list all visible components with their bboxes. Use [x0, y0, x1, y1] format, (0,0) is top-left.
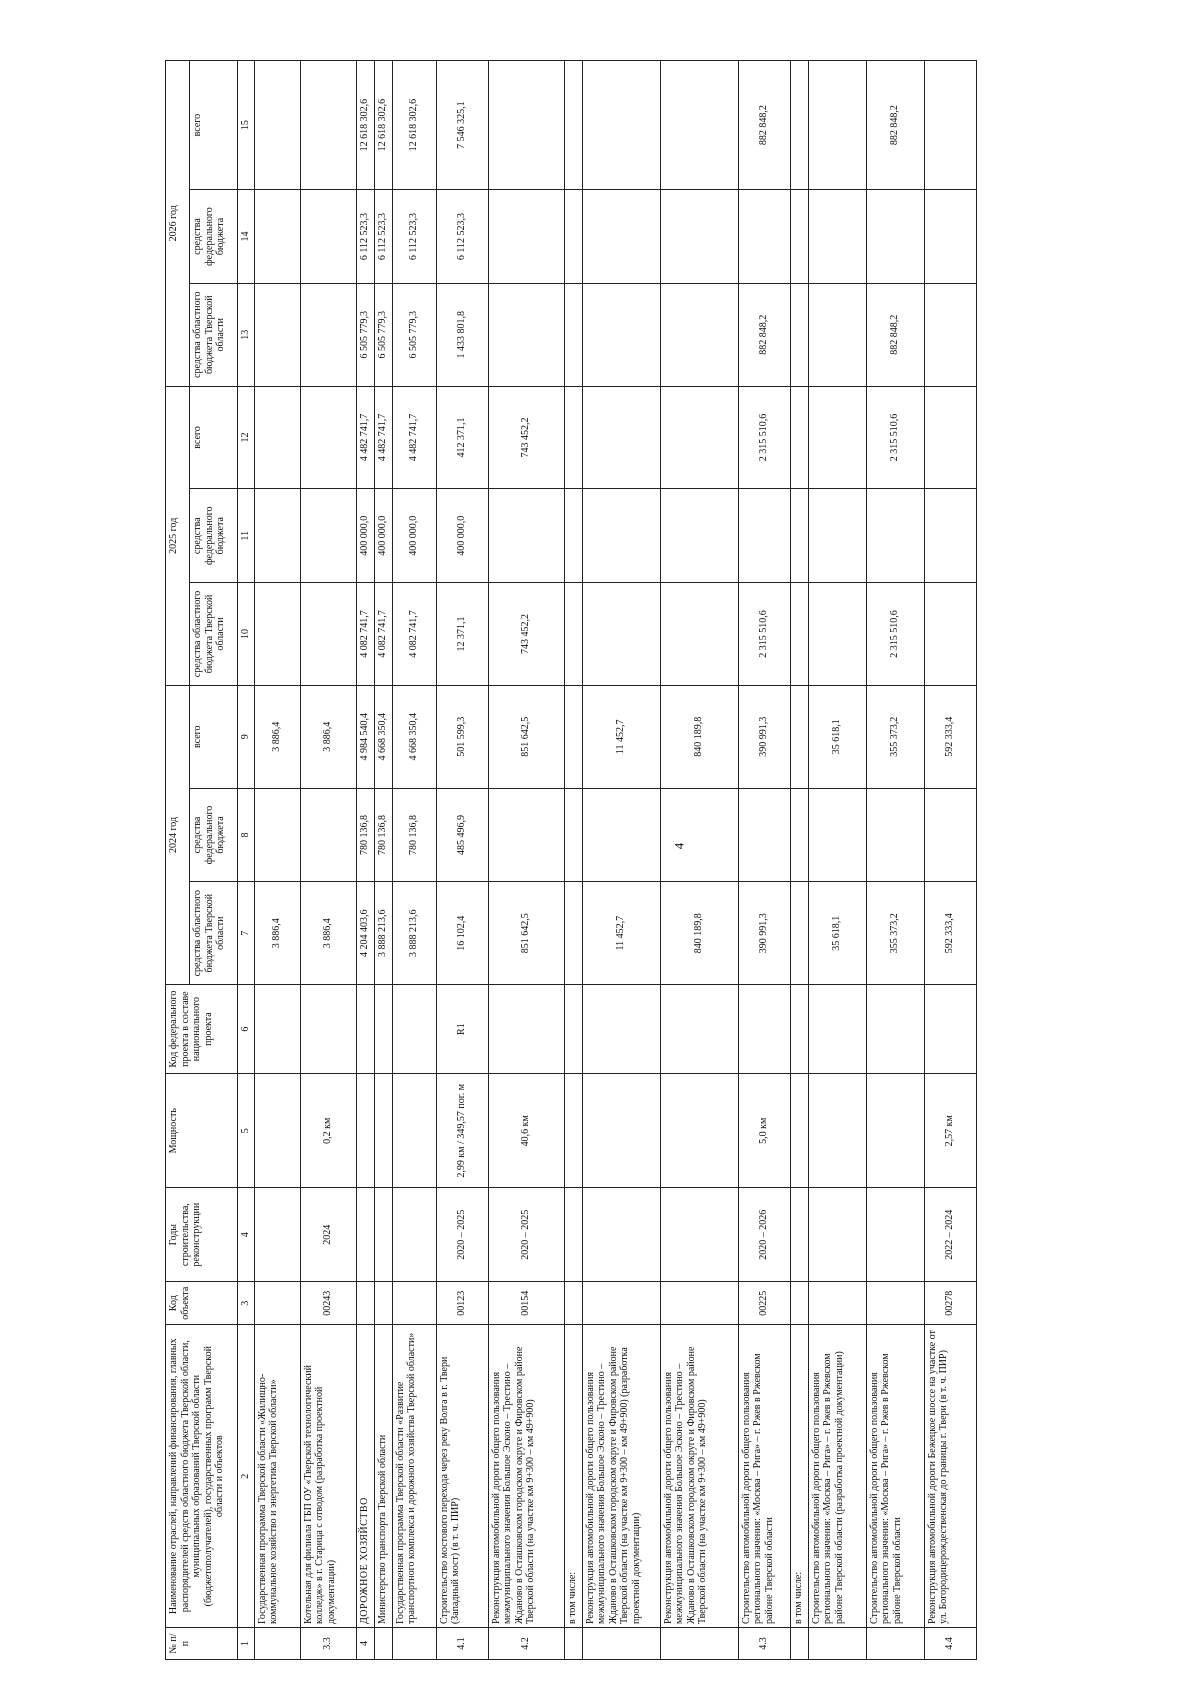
regional-2024: 851 642,5	[488, 882, 564, 985]
federal-project-code	[300, 985, 356, 1074]
federal-2025: 400 000,0	[356, 489, 374, 583]
capacity	[790, 1074, 808, 1188]
federal-2025	[564, 489, 582, 583]
row-number	[660, 1628, 738, 1660]
regional-2025	[564, 583, 582, 686]
header-total-2026: всего	[190, 61, 238, 190]
total-2025: 2 315 510,6	[866, 386, 924, 489]
construction-years: 2020 – 2025	[488, 1188, 564, 1282]
federal-2024	[488, 788, 564, 882]
regional-2024	[790, 882, 808, 985]
row-name: Государственная программа Тверской области «Жилищно-коммунальное хозяйство и энергетика Тверской области»	[254, 1325, 300, 1628]
federal-project-code	[254, 985, 300, 1074]
total-2025: 4 482 741,7	[392, 386, 436, 489]
total-2024: 4 668 350,4	[374, 685, 392, 788]
colnum: 2	[238, 1325, 255, 1628]
colnum: 6	[238, 985, 255, 1074]
row-name: ДОРОЖНОЕ ХОЗЯЙСТВО	[356, 1325, 374, 1628]
regional-2026	[924, 283, 976, 386]
colnum: 5	[238, 1074, 255, 1188]
table-row	[808, 61, 866, 1660]
row-number: 4.1	[436, 1628, 488, 1660]
federal-2025	[582, 489, 660, 583]
federal-2024	[866, 788, 924, 882]
construction-years	[660, 1188, 738, 1282]
total-2025	[790, 386, 808, 489]
header-federal-2024: средства федерального бюджета	[190, 788, 238, 882]
row-name: Реконструкция автомобильной дороги общего пользования межмуниципального значения Большое Эсконо – Трестино – Жданово в Осташковском городском округе и Фировском районе Тверской области (на участке км 9+300 – км 49+900) (разработка проектной документации)	[582, 1325, 660, 1628]
object-code	[564, 1282, 582, 1325]
total-2024: 840 189,8	[660, 685, 738, 788]
total-2026	[808, 61, 866, 190]
regional-2026	[564, 283, 582, 386]
header-no: № п/п	[166, 1628, 238, 1660]
federal-2024	[790, 788, 808, 882]
federal-2024	[254, 788, 300, 882]
regional-2025: 2 315 510,6	[866, 583, 924, 686]
federal-2026: 6 112 523,3	[392, 190, 436, 284]
federal-2026	[582, 190, 660, 284]
table-row	[356, 61, 374, 1660]
regional-2026	[488, 283, 564, 386]
colnum: 12	[238, 386, 255, 489]
total-2026	[300, 61, 356, 190]
regional-2026	[790, 283, 808, 386]
row-number: 4.3	[738, 1628, 790, 1660]
rotated-page	[165, 60, 1200, 1660]
header-regional-2024: средства областного бюджета Тверской области	[190, 882, 238, 985]
capacity	[254, 1074, 300, 1188]
capacity: 0,2 км	[300, 1074, 356, 1188]
federal-2026	[866, 190, 924, 284]
federal-2025	[488, 489, 564, 583]
total-2025	[300, 386, 356, 489]
total-2026	[488, 61, 564, 190]
header-federal-2025: средства федерального бюджета	[190, 489, 238, 583]
row-number	[564, 1628, 582, 1660]
capacity: 40,6 км	[488, 1074, 564, 1188]
regional-2025	[924, 583, 976, 686]
regional-2024: 35 618,1	[808, 882, 866, 985]
total-2026	[582, 61, 660, 190]
federal-project-code	[582, 985, 660, 1074]
federal-2026: 6 112 523,3	[356, 190, 374, 284]
total-2026: 12 618 302,6	[374, 61, 392, 190]
construction-years	[866, 1188, 924, 1282]
capacity	[392, 1074, 436, 1188]
regional-2026	[660, 283, 738, 386]
colnum: 10	[238, 583, 255, 686]
construction-years	[392, 1188, 436, 1282]
federal-2026	[564, 190, 582, 284]
object-code	[582, 1282, 660, 1325]
total-2025: 743 452,2	[488, 386, 564, 489]
object-code: 00243	[300, 1282, 356, 1325]
regional-2024: 592 333,4	[924, 882, 976, 985]
federal-2024	[300, 788, 356, 882]
object-code	[660, 1282, 738, 1325]
construction-years: 2020 – 2026	[738, 1188, 790, 1282]
table-row	[374, 61, 392, 1660]
federal-2025: 400 000,0	[374, 489, 392, 583]
federal-2025	[808, 489, 866, 583]
total-2026: 7 546 325,1	[436, 61, 488, 190]
capacity: 5,0 км	[738, 1074, 790, 1188]
capacity	[660, 1074, 738, 1188]
construction-years	[254, 1188, 300, 1282]
federal-2026	[660, 190, 738, 284]
total-2026: 882 848,2	[738, 61, 790, 190]
regional-2025: 4 082 741,7	[392, 583, 436, 686]
capacity	[808, 1074, 866, 1188]
regional-2026: 6 505 779,3	[356, 283, 374, 386]
construction-years	[808, 1188, 866, 1282]
regional-2024: 16 102,4	[436, 882, 488, 985]
regional-2026: 882 848,2	[866, 283, 924, 386]
row-name: Котельная для филиала ГБП ОУ «Тверской технологический колледж» в г. Старица с отводом (разработка проектной документации)	[300, 1325, 356, 1628]
regional-2026: 6 505 779,3	[392, 283, 436, 386]
federal-2025	[254, 489, 300, 583]
total-2026	[564, 61, 582, 190]
total-2025	[924, 386, 976, 489]
object-code: 00225	[738, 1282, 790, 1325]
total-2026: 12 618 302,6	[356, 61, 374, 190]
total-2026	[660, 61, 738, 190]
table-row	[300, 61, 356, 1660]
federal-2025: 400 000,0	[392, 489, 436, 583]
row-name: Строительство автомобильной дороги общего пользования регионального значения: «Москва – Рига» – г. Ржев в Ржевском районе Тверской области	[738, 1325, 790, 1628]
row-name: Строительство мостового перехода через реку Волга в г. Твери (Западный мост) (в т. ч. ПИР)	[436, 1325, 488, 1628]
construction-years	[790, 1188, 808, 1282]
capacity: 2,57 км	[924, 1074, 976, 1188]
colnum: 9	[238, 685, 255, 788]
federal-2024: 485 496,9	[436, 788, 488, 882]
header-year-2025: 2025 год	[166, 386, 190, 685]
construction-years	[356, 1188, 374, 1282]
regional-2026	[808, 283, 866, 386]
federal-project-code: R1	[436, 985, 488, 1074]
regional-2025: 743 452,2	[488, 583, 564, 686]
row-name: Министерство транспорта Тверской области	[374, 1325, 392, 1628]
federal-2026	[300, 190, 356, 284]
federal-project-code	[488, 985, 564, 1074]
regional-2026: 1 433 801,8	[436, 283, 488, 386]
total-2026	[790, 61, 808, 190]
federal-project-code	[738, 985, 790, 1074]
row-name: Реконструкция автомобильной дороги общего пользования межмуниципального значения Большое Эсконо – Трестино – Жданово в Осташковском городском округе и Фировском районе Тверской области (на участке км 9+300 – км 49+900)	[488, 1325, 564, 1628]
table-row	[738, 61, 790, 1660]
total-2025: 412 371,1	[436, 386, 488, 489]
header-total-2024: всего	[190, 685, 238, 788]
table-row	[488, 61, 564, 1660]
federal-project-code	[790, 985, 808, 1074]
table-row	[924, 61, 976, 1660]
regional-2026	[254, 283, 300, 386]
total-2024: 4 984 540,4	[356, 685, 374, 788]
construction-years	[374, 1188, 392, 1282]
total-2024: 11 452,7	[582, 685, 660, 788]
row-number: 4	[356, 1628, 374, 1660]
regional-2026	[582, 283, 660, 386]
total-2026	[924, 61, 976, 190]
regional-2025	[808, 583, 866, 686]
federal-2025	[738, 489, 790, 583]
federal-2024	[660, 788, 738, 882]
table-row	[582, 61, 660, 1660]
table-row	[564, 61, 582, 1660]
row-number	[392, 1628, 436, 1660]
federal-2026	[488, 190, 564, 284]
federal-project-code	[374, 985, 392, 1074]
row-name: Реконструкция автомобильной дороги общего пользования межмуниципального значения Большое Эсконо – Трестино – Жданово в Осташковском городском округе и Фировском районе Тверской области (на участке км 9+300 – км 49+900)	[660, 1325, 738, 1628]
header-regional-2025: средства областного бюджета Тверской области	[190, 583, 238, 686]
regional-2025: 2 315 510,6	[738, 583, 790, 686]
total-2025	[660, 386, 738, 489]
total-2024: 4 668 350,4	[392, 685, 436, 788]
header-regional-2026: средства областного бюджета Тверской области	[190, 283, 238, 386]
total-2024: 3 886,4	[300, 685, 356, 788]
row-name: Строительство автомобильной дороги общего пользования регионального значения: «Москва – Рига» – г. Ржев в Ржевском районе Тверской области (разработка проектной документации)	[808, 1325, 866, 1628]
colnum: 8	[238, 788, 255, 882]
federal-2024: 780 136,8	[356, 788, 374, 882]
regional-2024: 3 886,4	[300, 882, 356, 985]
row-name: в том числе:	[790, 1325, 808, 1628]
total-2024: 851 642,5	[488, 685, 564, 788]
federal-2026	[808, 190, 866, 284]
total-2024: 501 599,3	[436, 685, 488, 788]
row-name: Строительство автомобильной дороги общего пользования регионального значения: «Москва – Рига» – г. Ржев в Ржевском районе Тверской области	[866, 1325, 924, 1628]
federal-2026: 6 112 523,3	[374, 190, 392, 284]
total-2025	[564, 386, 582, 489]
colnum: 3	[238, 1282, 255, 1325]
federal-2026	[790, 190, 808, 284]
row-name: Реконструкция автомобильной дороги Бежецкое шоссе на участке от ул. Богородицерождественская до границы г. Твери (в т. ч. ПИР)	[924, 1325, 976, 1628]
total-2025: 2 315 510,6	[738, 386, 790, 489]
federal-2025	[866, 489, 924, 583]
object-code	[808, 1282, 866, 1325]
federal-2025: 400 000,0	[436, 489, 488, 583]
construction-years: 2022 – 2024	[924, 1188, 976, 1282]
colnum: 11	[238, 489, 255, 583]
regional-2025	[254, 583, 300, 686]
total-2025: 4 482 741,7	[374, 386, 392, 489]
construction-years: 2024	[300, 1188, 356, 1282]
total-2024: 390 991,3	[738, 685, 790, 788]
total-2024: 355 373,2	[866, 685, 924, 788]
row-number	[582, 1628, 660, 1660]
construction-years	[582, 1188, 660, 1282]
colnum: 1	[238, 1628, 255, 1660]
header-years: Годы строительства, реконструкции	[166, 1188, 238, 1282]
construction-years: 2020 – 2025	[436, 1188, 488, 1282]
row-number	[790, 1628, 808, 1660]
colnum: 15	[238, 61, 255, 190]
regional-2025	[790, 583, 808, 686]
colnum: 14	[238, 190, 255, 284]
regional-2026: 882 848,2	[738, 283, 790, 386]
table-row	[436, 61, 488, 1660]
federal-project-code	[924, 985, 976, 1074]
object-code: 00278	[924, 1282, 976, 1325]
header-code: Код объекта	[166, 1282, 238, 1325]
regional-2025: 4 082 741,7	[356, 583, 374, 686]
regional-2024: 3 888 213,6	[392, 882, 436, 985]
regional-2025: 4 082 741,7	[374, 583, 392, 686]
capacity	[582, 1074, 660, 1188]
total-2025: 4 482 741,7	[356, 386, 374, 489]
total-2024: 3 886,4	[254, 685, 300, 788]
header-year-2026: 2026 год	[166, 61, 190, 387]
regional-2025	[660, 583, 738, 686]
capacity	[356, 1074, 374, 1188]
object-code	[790, 1282, 808, 1325]
row-name: в том числе:	[564, 1325, 582, 1628]
federal-2026	[738, 190, 790, 284]
regional-2025: 12 371,1	[436, 583, 488, 686]
federal-2024	[582, 788, 660, 882]
capacity	[866, 1074, 924, 1188]
regional-2026	[300, 283, 356, 386]
federal-2024	[808, 788, 866, 882]
construction-years	[564, 1188, 582, 1282]
regional-2025	[300, 583, 356, 686]
regional-2024: 840 189,8	[660, 882, 738, 985]
regional-2024: 390 991,3	[738, 882, 790, 985]
row-number	[374, 1628, 392, 1660]
object-code	[356, 1282, 374, 1325]
header-name: Наименование отраслей, направлений финансирования, главных распорядителей средств областного бюджета Тверской области, муниципальных образований Тверской области (бюджетополучателей), государственных программ Тверской области и объектов	[166, 1325, 238, 1628]
regional-2024	[564, 882, 582, 985]
federal-project-code	[392, 985, 436, 1074]
total-2024	[790, 685, 808, 788]
federal-project-code	[564, 985, 582, 1074]
capacity	[374, 1074, 392, 1188]
federal-2026	[924, 190, 976, 284]
federal-2026	[254, 190, 300, 284]
federal-2024	[738, 788, 790, 882]
federal-2025	[924, 489, 976, 583]
federal-project-code	[356, 985, 374, 1074]
regional-2024: 355 373,2	[866, 882, 924, 985]
federal-2024	[924, 788, 976, 882]
federal-2025	[790, 489, 808, 583]
federal-2024: 780 136,8	[392, 788, 436, 882]
federal-project-code	[660, 985, 738, 1074]
object-code: 00154	[488, 1282, 564, 1325]
row-number	[808, 1628, 866, 1660]
total-2026	[254, 61, 300, 190]
total-2025	[582, 386, 660, 489]
total-2026: 882 848,2	[866, 61, 924, 190]
header-year-2024: 2024 год	[166, 685, 190, 984]
table-row	[790, 61, 808, 1660]
regional-2025	[582, 583, 660, 686]
page-number: 4	[671, 842, 687, 850]
table-row	[392, 61, 436, 1660]
regional-2024: 3 886,4	[254, 882, 300, 985]
federal-2024: 780 136,8	[374, 788, 392, 882]
header-federal-2026: средства федерального бюджета	[190, 190, 238, 284]
total-2024	[564, 685, 582, 788]
object-code: 00123	[436, 1282, 488, 1325]
table-row	[254, 61, 300, 1660]
row-number: 3.3	[300, 1628, 356, 1660]
federal-2025	[660, 489, 738, 583]
regional-2026: 6 505 779,3	[374, 283, 392, 386]
row-number	[254, 1628, 300, 1660]
row-number	[866, 1628, 924, 1660]
object-code	[392, 1282, 436, 1325]
federal-2025	[300, 489, 356, 583]
total-2024: 35 618,1	[808, 685, 866, 788]
regional-2024: 4 204 403,6	[356, 882, 374, 985]
total-2026: 12 618 302,6	[392, 61, 436, 190]
federal-project-code	[866, 985, 924, 1074]
federal-2024	[564, 788, 582, 882]
object-code	[254, 1282, 300, 1325]
column-numbers-row	[238, 61, 255, 1660]
header-capacity: Мощность	[166, 1074, 238, 1188]
total-2024: 592 333,4	[924, 685, 976, 788]
federal-project-code	[808, 985, 866, 1074]
colnum: 7	[238, 882, 255, 985]
federal-2026: 6 112 523,3	[436, 190, 488, 284]
colnum: 4	[238, 1188, 255, 1282]
object-code	[374, 1282, 392, 1325]
total-2025	[254, 386, 300, 489]
table-row	[660, 61, 738, 1660]
regional-2024: 11 452,7	[582, 882, 660, 985]
row-number: 4.4	[924, 1628, 976, 1660]
total-2025	[808, 386, 866, 489]
regional-2024: 3 888 213,6	[374, 882, 392, 985]
row-name: Государственная программа Тверской области «Развитие транспортного комплекса и дорожного хозяйства Тверской области»	[392, 1325, 436, 1628]
capacity: 2,99 км / 349,57 пог. м	[436, 1074, 488, 1188]
budget-table	[165, 60, 977, 1660]
header-total-2025: всего	[190, 386, 238, 489]
capacity	[564, 1074, 582, 1188]
header-fedcode: Код федерального проекта в составе национального проекта	[166, 985, 238, 1074]
colnum: 13	[238, 283, 255, 386]
object-code	[866, 1282, 924, 1325]
table-row	[866, 61, 924, 1660]
row-number: 4.2	[488, 1628, 564, 1660]
